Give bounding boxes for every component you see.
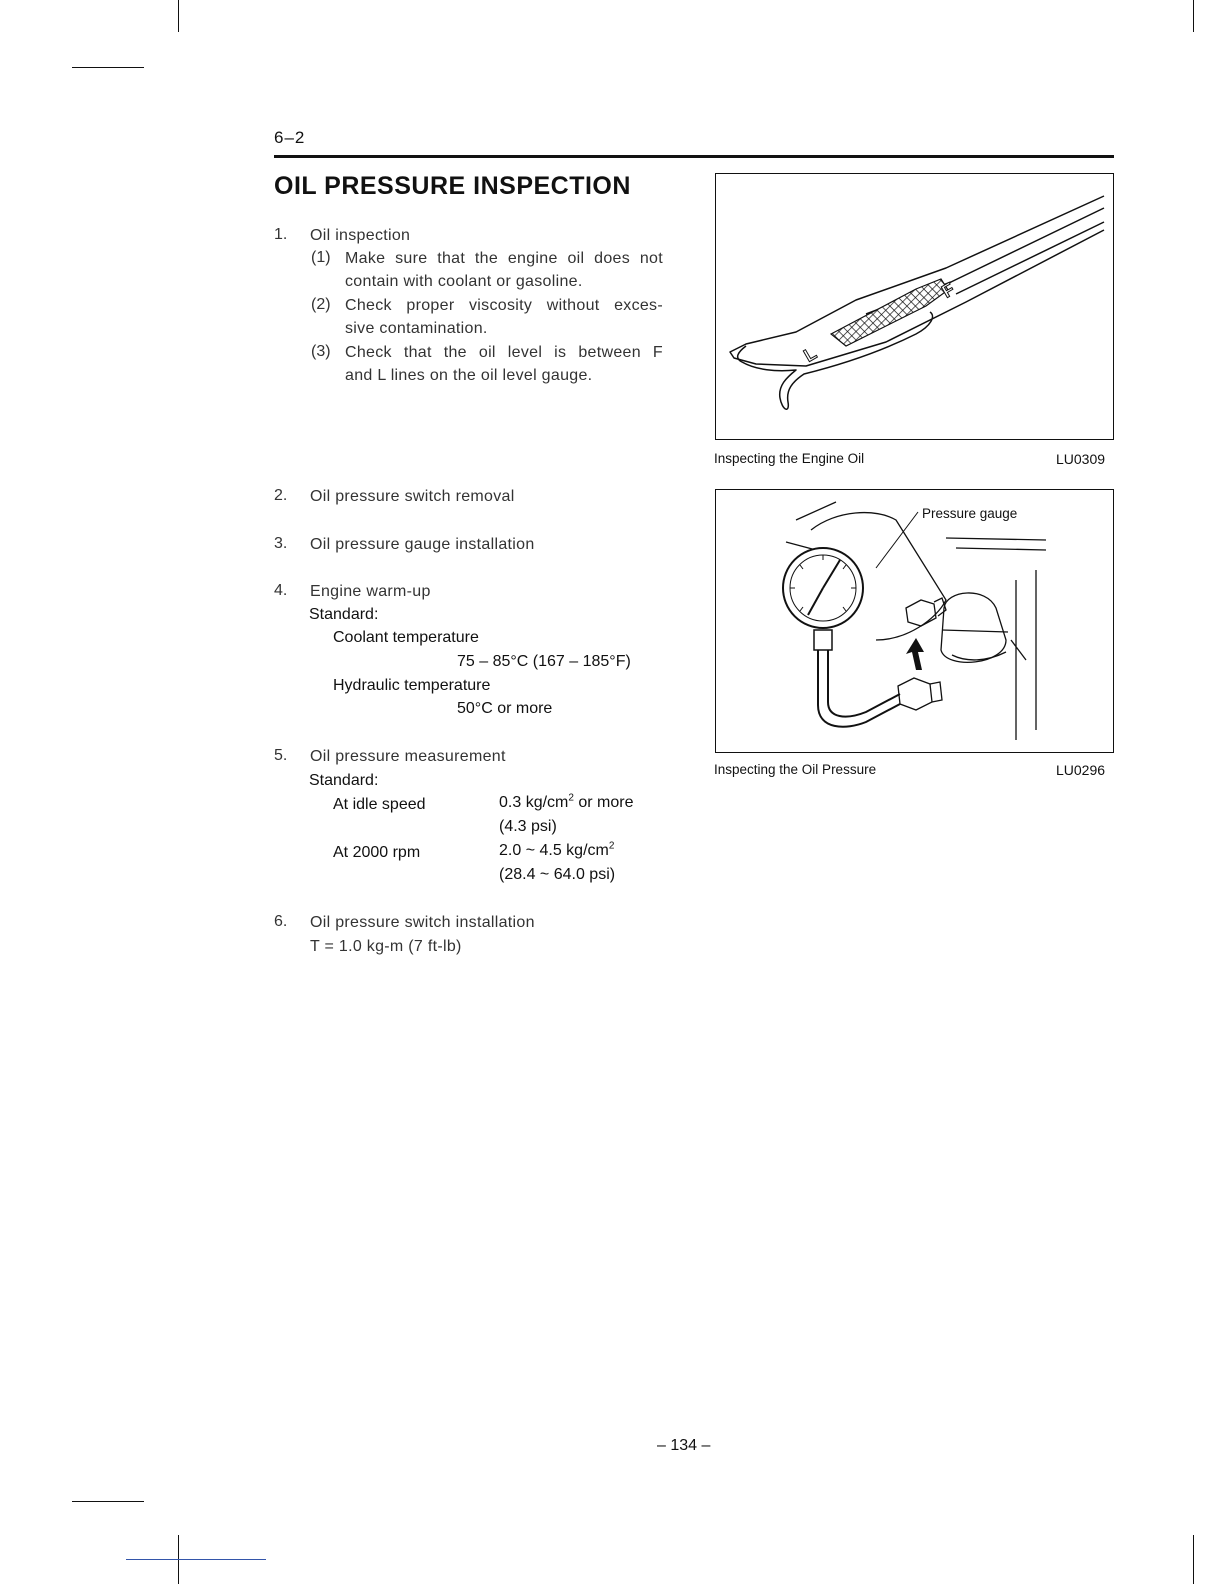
figure-oil-pressure — [715, 489, 1114, 753]
section-number: 6–2 — [274, 128, 306, 147]
page-title: OIL PRESSURE INSPECTION — [274, 172, 631, 200]
substep-line: and L lines on the oil level gauge. — [345, 367, 593, 384]
coolant-value: 75 – 85°C (167 – 185°F) — [457, 653, 631, 670]
rpm-value — [499, 839, 614, 862]
full-mark-label: F — [938, 278, 958, 302]
crop-mark — [72, 1501, 144, 1502]
substep-number: (2) — [311, 296, 331, 313]
superscript: 2 — [568, 792, 574, 804]
page-number: – 134 – — [657, 1437, 711, 1454]
coolant-label: Coolant temperature — [333, 629, 479, 646]
substep-line: Check that the oil level is between F — [345, 344, 663, 361]
crop-mark — [178, 0, 179, 32]
superscript: 2 — [608, 840, 615, 852]
crop-mark — [72, 67, 144, 68]
step-label: Oil pressure gauge installation — [310, 536, 535, 553]
substep-line: Check proper viscosity without exces- — [345, 297, 663, 314]
low-mark-label: L — [800, 342, 820, 366]
idle-label: At idle speed — [333, 796, 426, 813]
standard-label: Standard: — [309, 772, 379, 789]
step-number: 1. — [274, 226, 288, 243]
callout-label: Pressure gauge — [922, 506, 1018, 521]
substep-text — [345, 247, 663, 293]
step-label: Oil pressure measurement — [310, 748, 506, 765]
idle-value-tail: or more — [573, 794, 634, 811]
crop-mark — [1193, 1535, 1194, 1584]
figure-code: LU0309 — [1056, 451, 1106, 467]
step-number: 4. — [274, 582, 288, 599]
figure-engine-oil — [715, 173, 1114, 440]
torque-spec: T = 1.0 kg-m (7 ft-lb) — [310, 938, 462, 955]
step-label: Oil inspection — [310, 227, 411, 244]
step-number: 5. — [274, 747, 288, 764]
step-label: Oil pressure switch removal — [310, 488, 515, 505]
figure-caption: Inspecting the Oil Pressure — [714, 762, 877, 777]
substep-line: contain with coolant or gasoline. — [345, 273, 583, 290]
substep-text — [345, 294, 663, 340]
crop-mark — [126, 1559, 266, 1560]
step-number: 6. — [274, 913, 288, 930]
arrow-up-icon — [906, 638, 924, 670]
figure-caption: Inspecting the Engine Oil — [714, 451, 865, 466]
substep-line: sive contamination. — [345, 320, 488, 337]
step-number: 3. — [274, 535, 288, 552]
hydraulic-label: Hydraulic temperature — [333, 677, 491, 694]
idle-value — [499, 791, 634, 814]
rpm-value-unit: 2.0 ~ 4.5 kg/cm — [499, 842, 609, 859]
substep-number: (1) — [311, 249, 331, 266]
crop-mark — [1193, 0, 1194, 32]
pressure-gauge-illustration — [716, 490, 1113, 752]
substep-text — [345, 341, 663, 387]
idle-value-unit: 0.3 kg/cm — [499, 794, 569, 811]
idle-psi: (4.3 psi) — [499, 818, 557, 835]
rpm-label: At 2000 rpm — [333, 844, 421, 861]
substep-number: (3) — [311, 343, 331, 360]
standard-label: Standard: — [309, 606, 379, 623]
rpm-psi: (28.4 ~ 64.0 psi) — [499, 866, 616, 883]
hydraulic-value: 50°C or more — [457, 700, 553, 717]
step-label: Oil pressure switch installation — [310, 914, 535, 931]
step-label: Engine warm-up — [310, 583, 431, 600]
substep-line: Make sure that the engine oil does not — [345, 250, 663, 267]
step-number: 2. — [274, 487, 288, 504]
figure-code: LU0296 — [1056, 762, 1106, 778]
header-rule — [274, 155, 1114, 158]
dipstick-illustration — [716, 174, 1113, 439]
